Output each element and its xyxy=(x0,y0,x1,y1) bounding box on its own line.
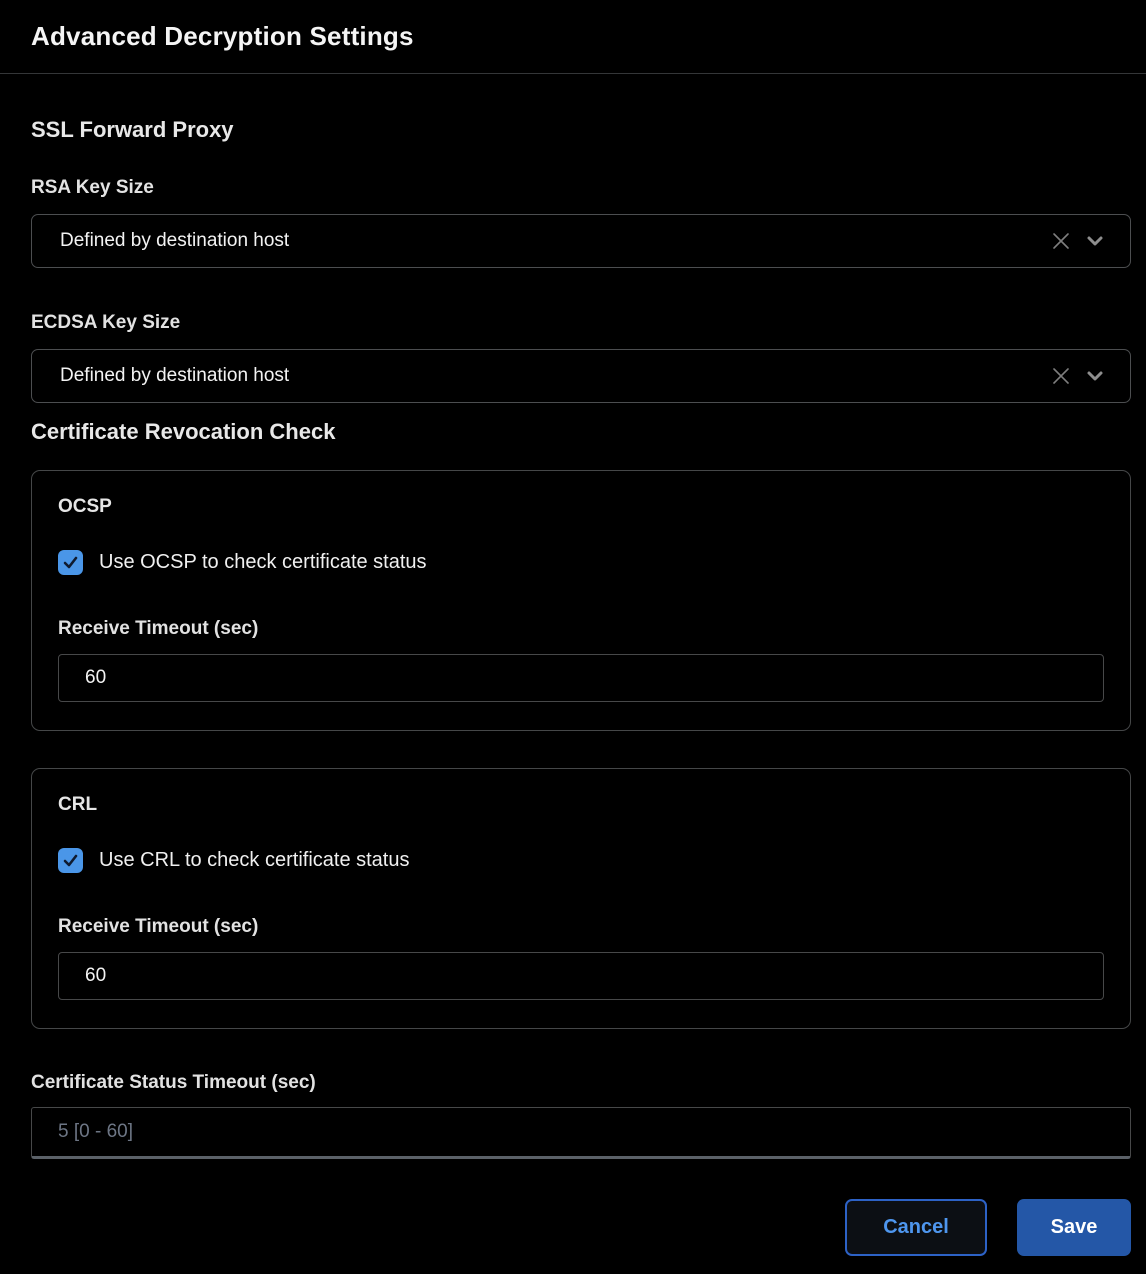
dialog-header xyxy=(0,0,1146,74)
crl-checkbox-label: Use CRL to check certificate status xyxy=(99,849,410,871)
ocsp-checkbox-row xyxy=(58,550,1104,575)
x-clear-icon[interactable] xyxy=(1044,224,1078,258)
chevron-down-icon[interactable] xyxy=(1078,224,1112,258)
dialog-body xyxy=(0,74,1146,1159)
crl-panel xyxy=(31,768,1131,1029)
section-heading-certificate-revocation-check: Certificate Revocation Check xyxy=(31,419,336,444)
certificate-status-timeout-input[interactable] xyxy=(31,1107,1131,1159)
ocsp-checkbox[interactable] xyxy=(58,550,83,575)
rsa-key-size-value: Defined by destination host xyxy=(60,230,290,251)
x-clear-icon[interactable] xyxy=(1044,359,1078,393)
checkmark-icon xyxy=(62,554,79,571)
checkmark-icon xyxy=(62,852,79,869)
crl-receive-timeout-input[interactable] xyxy=(58,952,1104,1000)
crl-receive-timeout-label: Receive Timeout (sec) xyxy=(58,916,259,937)
crl-panel-title: CRL xyxy=(58,794,98,815)
crl-checkbox[interactable] xyxy=(58,848,83,873)
certificate-status-timeout-label: Certificate Status Timeout (sec) xyxy=(31,1072,316,1093)
dialog-title: Advanced Decryption Settings xyxy=(31,21,414,51)
cancel-button[interactable]: Cancel xyxy=(845,1199,987,1256)
rsa-key-size-select[interactable] xyxy=(31,214,1131,268)
ocsp-panel xyxy=(31,470,1131,731)
ocsp-checkbox-label: Use OCSP to check certificate status xyxy=(99,551,427,573)
ocsp-panel-title: OCSP xyxy=(58,496,112,517)
ecdsa-key-size-select[interactable] xyxy=(31,349,1131,403)
rsa-key-size-label: RSA Key Size xyxy=(31,177,154,198)
dialog-footer xyxy=(0,1199,1146,1274)
ecdsa-key-size-label: ECDSA Key Size xyxy=(31,312,181,333)
save-button[interactable]: Save xyxy=(1017,1199,1131,1256)
ocsp-receive-timeout-input[interactable] xyxy=(58,654,1104,702)
chevron-down-icon[interactable] xyxy=(1078,359,1112,393)
ocsp-receive-timeout-label: Receive Timeout (sec) xyxy=(58,618,259,639)
ecdsa-key-size-value: Defined by destination host xyxy=(60,365,290,386)
section-heading-ssl-forward-proxy: SSL Forward Proxy xyxy=(31,117,234,142)
crl-checkbox-row xyxy=(58,848,1104,873)
